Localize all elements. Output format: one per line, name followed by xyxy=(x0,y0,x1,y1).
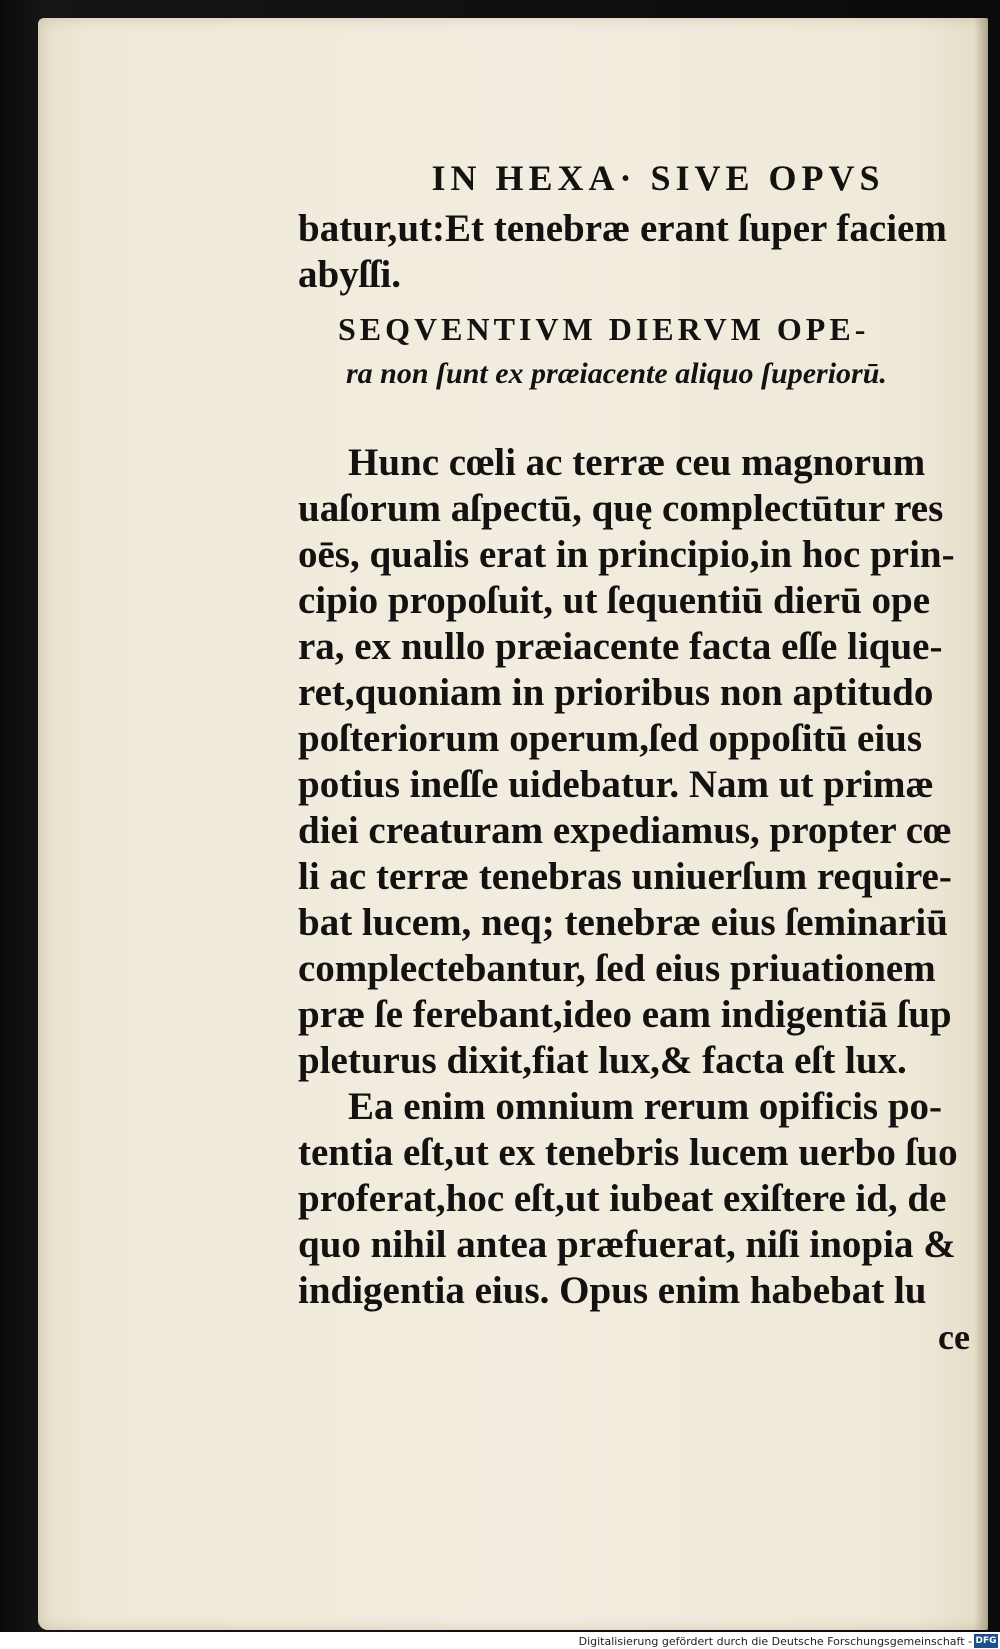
paragraph-2 xyxy=(298,1084,988,1314)
funding-note: Digitalisierung gefördert durch die Deutsche Forschungsgemeinschaft - xyxy=(578,1635,972,1648)
text-line: complectebantur, ſed eius priuationem xyxy=(298,947,936,990)
paragraph-1 xyxy=(298,440,988,1084)
top-lines xyxy=(298,206,988,298)
dfg-logo: DFG xyxy=(975,1636,997,1646)
text-line: Hunc cœli ac terræ ceu magnorum xyxy=(348,441,926,484)
text-line: abyſſi. xyxy=(298,253,401,296)
text-line: pleturus dixit,fiat lux,& facta eſt lux. xyxy=(298,1039,907,1082)
text-line: potius ineſſe uidebatur. Nam ut primæ xyxy=(298,763,934,806)
catchword: ce xyxy=(938,1317,970,1357)
text-line: poſteriorum operum,ſed oppoſitū eius xyxy=(298,717,923,760)
text-line: li ac terræ tenebras uniuerſum require- xyxy=(298,855,952,898)
book-page xyxy=(38,18,988,1630)
text-line: Ea enim omnium rerum opificis po- xyxy=(348,1085,943,1128)
text-line: bat lucem, neq; tenebræ eius ſeminariū xyxy=(298,901,948,944)
running-head: IN HEXA· SIVE OPVS xyxy=(431,158,885,198)
text-line: batur,ut:Et tenebræ erant ſuper faciem xyxy=(298,207,947,250)
text-line: ret,quoniam in prioribus non aptitudo xyxy=(298,671,934,714)
text-line: proferat,hoc eſt,ut iubeat exiſtere id, de xyxy=(298,1177,947,1220)
text-line: quo nihil antea præfuerat, niſi inopia & xyxy=(298,1223,956,1266)
section-heading-continuation: ra non ſunt ex præiacente aliquo ſuperiorū. xyxy=(346,357,887,390)
text-line: præ ſe ferebant,ideo eam indigentiā ſup xyxy=(298,993,952,1036)
text-line: uaſorum aſpectū, quę complectūtur res xyxy=(298,487,944,530)
text-block xyxy=(298,150,988,1360)
text-line: oēs, qualis erat in principio,in hoc prin- xyxy=(298,533,955,576)
text-line: cipio propoſuit, ut ſequentiū dierū ope xyxy=(298,579,931,622)
section-heading: SEQVENTIVM DIERVM OPE- xyxy=(338,311,870,347)
text-line: ra, ex nullo præiacente facta eſſe lique- xyxy=(298,625,943,668)
footer-bar xyxy=(0,1632,1000,1649)
text-line: tentia eſt,ut ex tenebris lucem uerbo ſuo xyxy=(298,1131,958,1174)
text-line: indigentia eius. Opus enim habebat lu xyxy=(298,1269,927,1312)
text-line: diei creaturam expediamus, propter cœ xyxy=(298,809,952,852)
